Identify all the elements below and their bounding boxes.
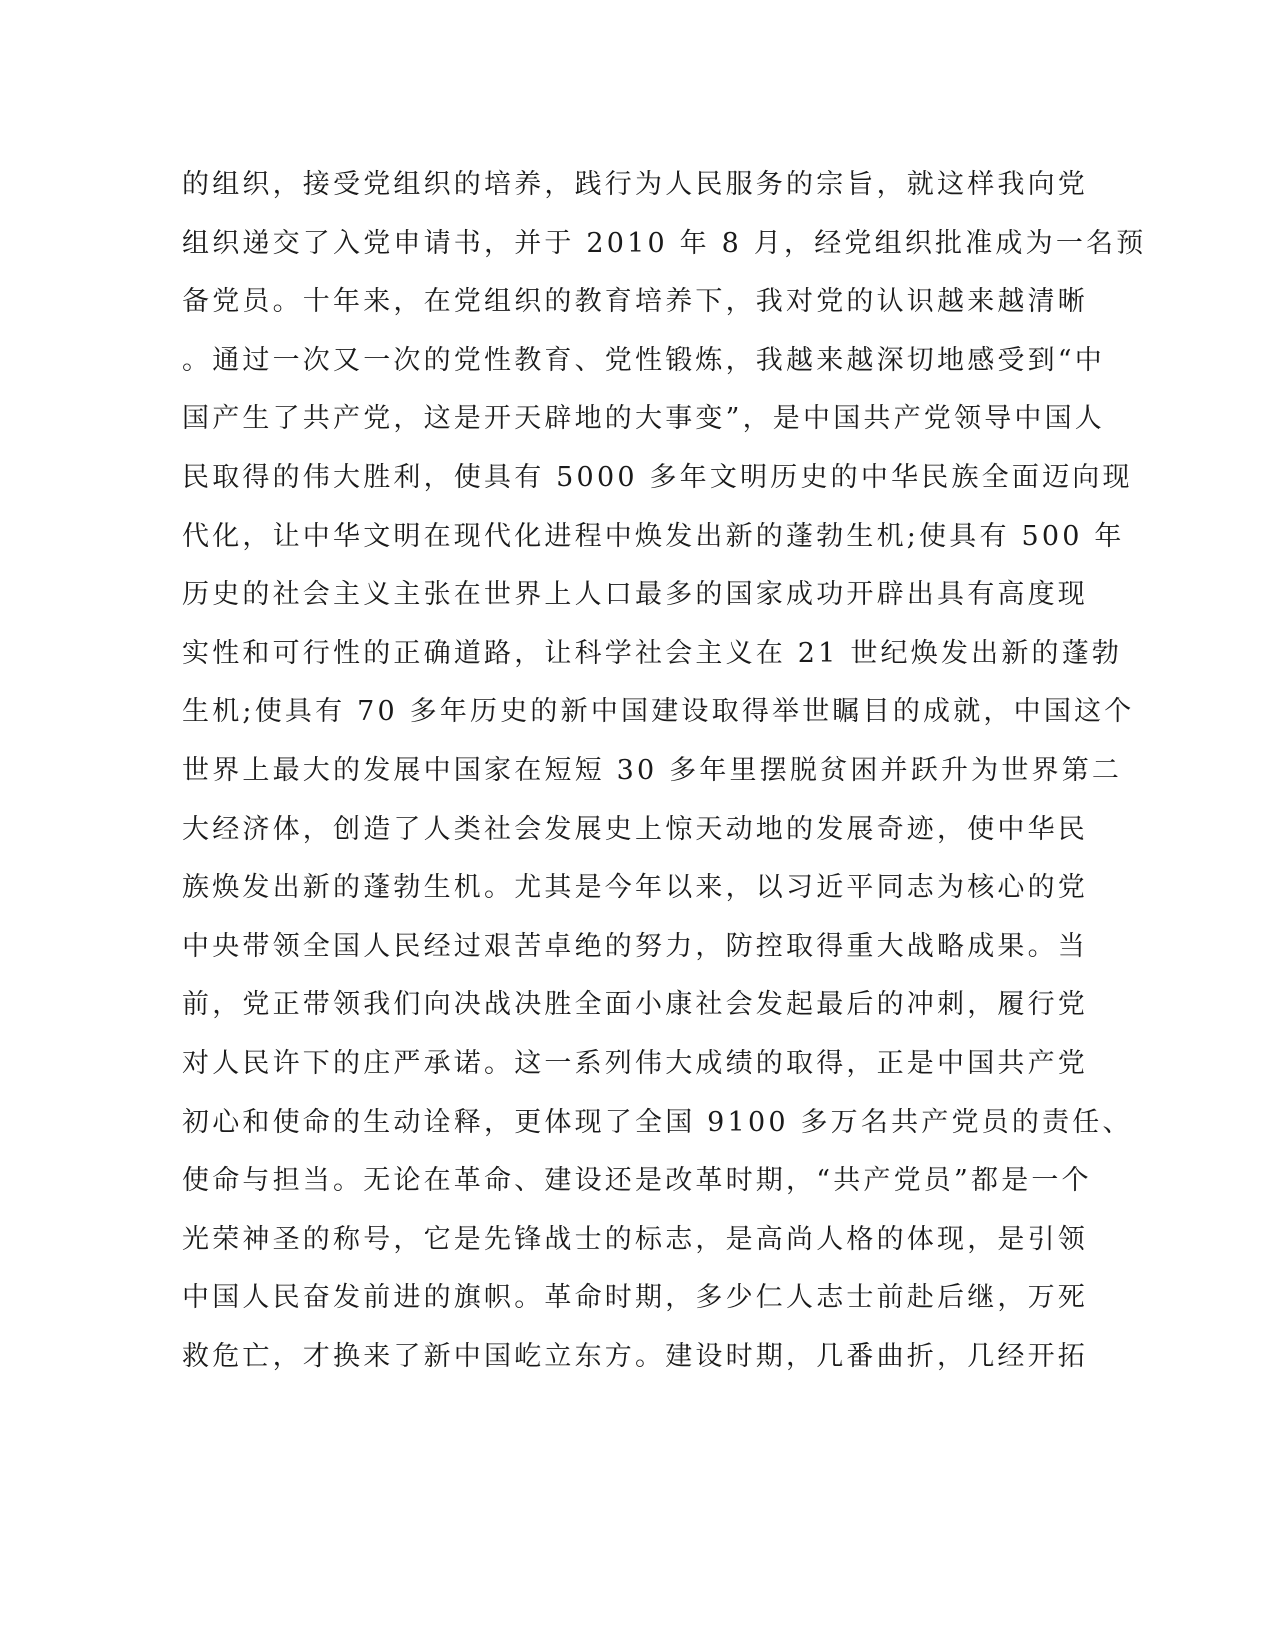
text-line: 光荣神圣的称号，它是先锋战士的标志，是高尚人格的体现，是引领	[182, 1223, 1088, 1255]
text-line: 历史的社会主义主张在世界上人口最多的国家成功开辟出具有高度现	[182, 579, 1088, 611]
text-line: 生机;使具有 70 多年历史的新中国建设取得举世瞩目的成就，中国这个	[182, 696, 1135, 728]
text-line: 实性和可行性的正确道路，让科学社会主义在 21 世纪焕发出新的蓬勃	[182, 637, 1123, 669]
text-line: 民取得的伟大胜利，使具有 5000 多年文明历史的中华民族全面迈向现	[182, 461, 1133, 493]
text-line: 中央带领全国人民经过艰苦卓绝的努力，防控取得重大战略成果。当	[182, 930, 1088, 962]
text-line: 备党员。十年来，在党组织的教育培养下，我对党的认识越来越清晰	[182, 286, 1088, 318]
text-line: 。通过一次又一次的党性教育、党性锻炼，我越来越深切地感受到“中	[182, 344, 1106, 376]
text-line: 大经济体，创造了人类社会发展史上惊天动地的发展奇迹，使中华民	[182, 813, 1088, 845]
text-line: 初心和使命的生动诠释，更体现了全国 9100 多万名共产党员的责任、	[182, 1106, 1133, 1138]
text-line: 的组织，接受党组织的培养，践行为人民服务的宗旨，就这样我向党	[182, 169, 1088, 200]
text-line: 国产生了共产党，这是开天辟地的大事变”，是中国共产党领导中国人	[182, 403, 1106, 435]
text-line: 组织递交了入党申请书，并于 2010 年 8 月，经党组织批准成为一名预	[182, 227, 1147, 259]
text-line: 使命与担当。无论在革命、建设还是改革时期，“共产党员”都是一个	[182, 1165, 1092, 1197]
text-line: 中国人民奋发前进的旗帜。革命时期，多少仁人志士前赴后继，万死	[182, 1282, 1088, 1314]
text-line: 世界上最大的发展中国家在短短 30 多年里摆脱贫困并跃升为世界第二	[182, 754, 1123, 786]
text-line: 救危亡，才换来了新中国屹立东方。建设时期，几番曲折，几经开拓	[182, 1340, 1088, 1372]
text-line: 前，党正带领我们向决战决胜全面小康社会发起最后的冲刺，履行党	[182, 989, 1088, 1021]
text-line: 族焕发出新的蓬勃生机。尤其是今年以来，以习近平同志为核心的党	[182, 872, 1088, 904]
text-line: 对人民许下的庄严承诺。这一系列伟大成绩的取得，正是中国共产党	[182, 1047, 1088, 1079]
text-line: 代化，让中华文明在现代化进程中焕发出新的蓬勃生机;使具有 500 年	[182, 520, 1125, 552]
body-text	[182, 156, 1147, 1386]
